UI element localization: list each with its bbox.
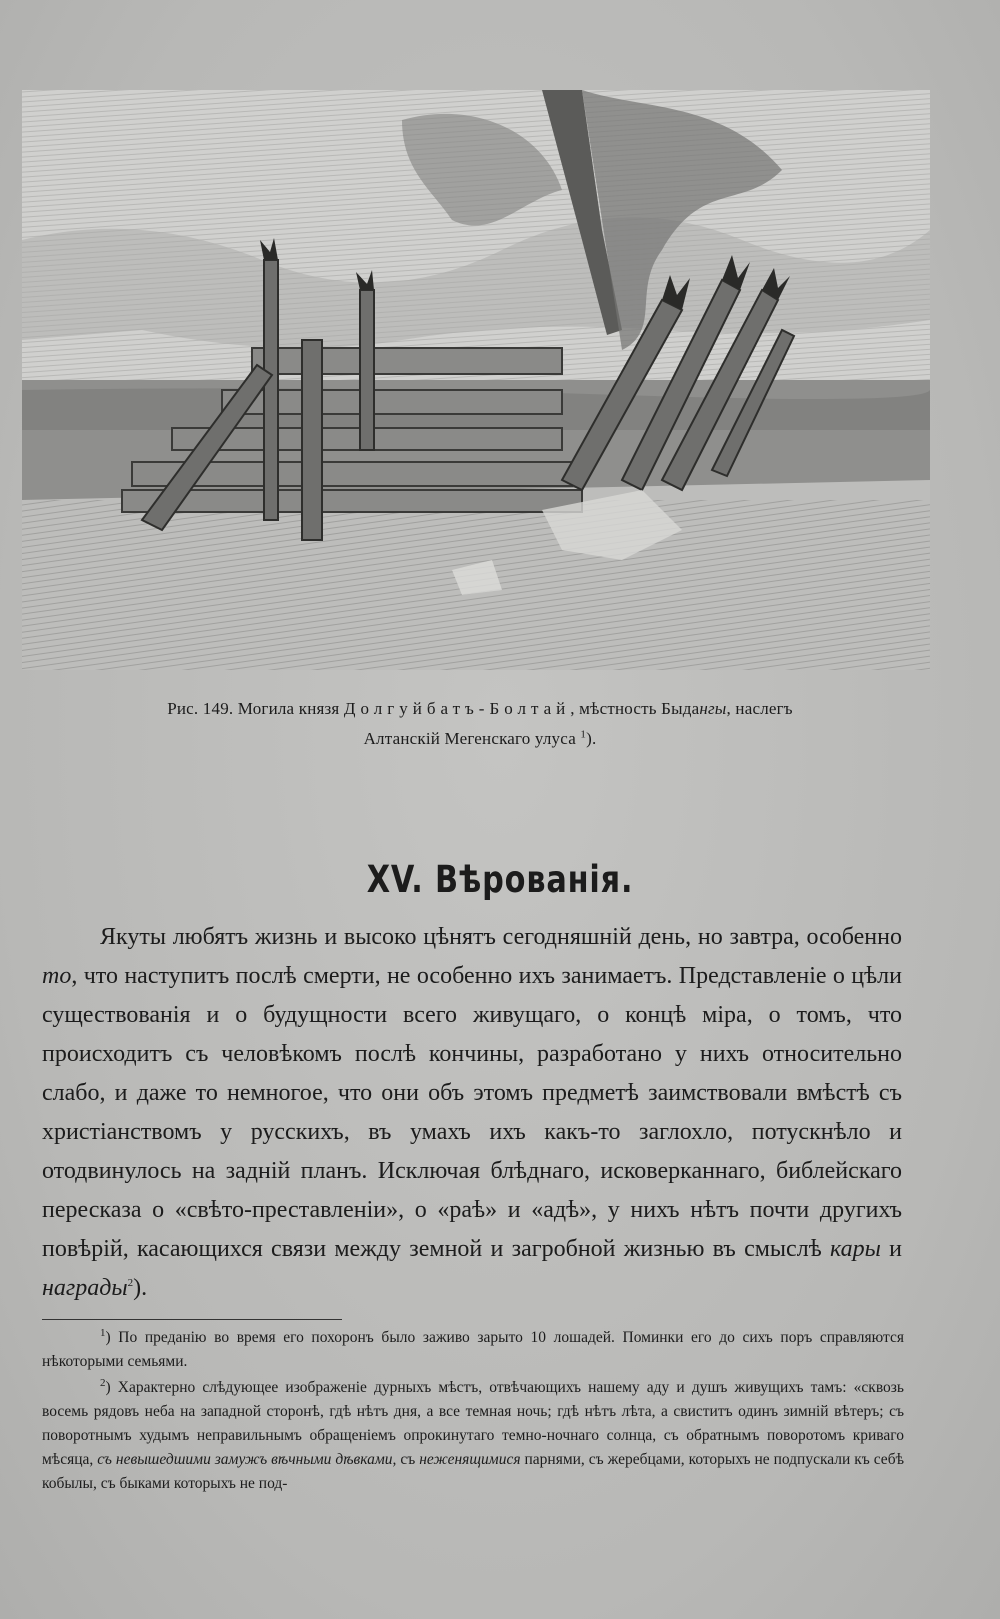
fn2-italic-1: съ невышедшими замужъ вѣчными дѣвками, [97,1451,397,1468]
p1-footnote-mark: 2 [127,1277,134,1289]
figure-caption [60,694,900,754]
p1-and: и [880,1236,903,1262]
fn2-mid: съ [396,1451,420,1468]
p1-end: ). [133,1275,148,1301]
p1-italic-nagrady: награды [42,1275,128,1301]
fn2-end: парнями, съ жеребцами, которыхъ не подпускали къ себѣ кобылы, съ быками которыхъ не под- [42,1451,904,1492]
p1-italic: то [42,963,72,989]
chapter-title: XV. Вѣрованія. [366,858,634,901]
footnote-divider [42,1319,342,1320]
caption-suffix: , наслегъ [726,699,793,718]
fn2-italic-2: неженящимися [419,1451,521,1468]
caption-mid-italic: нгы [699,699,727,718]
body-text [42,918,902,1308]
caption-line2: Алтанскій Мегенскаго улуса [363,729,581,748]
caption-footnote-mark: 1 [580,728,587,741]
fn1-mark: 1 [100,1326,106,1339]
caption-prefix: Рис. 149. Могила князя [167,699,344,718]
p1-italic-kary: кары [830,1236,881,1262]
grave-fence-engraving-icon [22,90,930,670]
caption-mid: , мѣстность Быда [570,699,700,718]
fn2-text: ) Характерно слѣдующее изображеніе дурныхъ мѣстъ, отвѣчающихъ нашему аду и душъ живущихъ тамъ: «сквозь восемь рядовъ неба на западной сторонѣ, гдѣ нѣтъ дня, а все темная ночь; гдѣ нѣтъ лѣта, а свиститъ одинъ зимній вѣтеръ; съ поворотнымъ худымъ неправильнымъ обращеніемъ опрокинутаго темно-ночнаго солнца, съ обратнымъ поворотомъ криваго мѣсяца, [42,1379,904,1468]
fn1-text: ) По преданію во время его похоронъ было заживо зарыто 10 лошадей. Поминки его до сихъ поръ справляются нѣкоторыми семьями. [42,1329,904,1370]
footnote-1 [42,1326,904,1374]
caption-name: Долгуйбатъ-Болтай [343,699,571,718]
p1-rest: , что наступитъ послѣ смерти, не особенно ихъ занимаетъ. Представленіе о цѣли существованія и о будущности всего живущаго, о концѣ міра, о томъ, что происходитъ съ человѣкомъ послѣ кончины, разработано у нихъ относительно слабо, и даже то немногое, что они объ этомъ предметѣ заимствовали вмѣстѣ съ христіанствомъ у русскихъ, въ умахъ ихъ какъ-то заглохло, потускнѣло и отодвинулось на задній планъ. Исключая блѣднаго, исковерканнаго, библейскаго пересказа о «свѣто-преставленіи», о «раѣ» и «адѣ», у нихъ нѣтъ почти другихъ повѣрій, касающихся связи между земной и загробной жизнью въ смыслѣ [42,963,902,1262]
figure-engraving [22,90,930,670]
caption-line2-end: ). [586,729,597,748]
fn2-mark: 2 [100,1376,106,1389]
paragraph [42,918,902,1308]
p1-start: Якуты любятъ жизнь и высоко цѣнятъ сегодняшній день, но завтра, особенно [100,924,902,950]
footnote-2 [42,1376,904,1496]
footnotes [42,1326,904,1498]
